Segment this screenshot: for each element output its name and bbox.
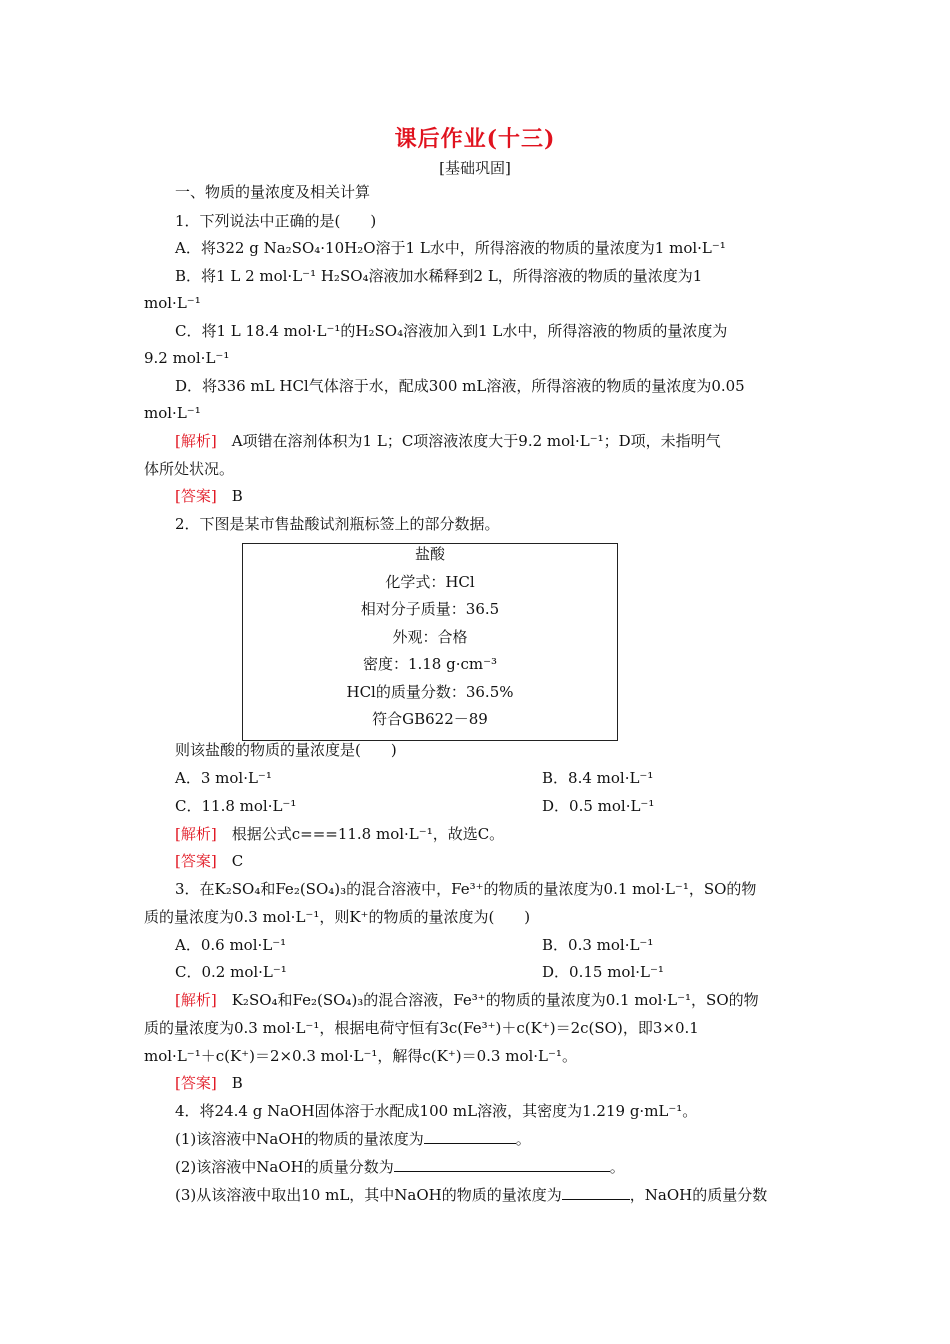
q4-part3 — [175, 1185, 808, 1205]
page-title: 课后作业(十三) — [394, 126, 556, 152]
q3-analysis-cont: 质的量浓度为0.3 mol·L⁻¹，根据电荷守恒有3c(Fe³⁺)＋c(K⁺)＝2c(SO)，即3×0.1 — [144, 1019, 699, 1037]
q3-analysis-cont2: mol·L⁻¹＋c(K⁺)＝2×0.3 mol·L⁻¹，解得c(K⁺)＝0.3 mol·L⁻¹。 — [144, 1047, 577, 1065]
q4-part3-end: ，NaOH的质量分数 — [629, 1186, 768, 1204]
label-line: 盐酸 — [414, 545, 445, 563]
q4-part1-end: 。 — [515, 1130, 531, 1148]
q1-analysis — [175, 431, 808, 451]
q2-option-c: C．11.8 mol·L⁻¹ — [175, 797, 297, 815]
q1-option-b-cont: mol·L⁻¹ — [144, 294, 201, 312]
q2-answer — [175, 851, 808, 871]
q3-stem-cont: 质的量浓度为0.3 mol·L⁻¹，则K⁺的物质的量浓度为( ) — [144, 908, 531, 926]
q1-answer — [175, 486, 808, 506]
answer-text: B — [216, 487, 243, 505]
q4-part1-text: (1)该溶液中NaOH的物质的量浓度为 — [175, 1130, 424, 1148]
q3-option-d: D．0.15 mol·L⁻¹ — [542, 963, 664, 981]
q2-option-b: B．8.4 mol·L⁻¹ — [542, 769, 654, 787]
answer-text: C — [216, 852, 244, 870]
q2-stem: 2．下图是某市售盐酸试剂瓶标签上的部分数据。 — [175, 515, 500, 533]
section-subtitle: [基础巩固] — [439, 159, 511, 177]
answer-tag: [答案] — [175, 852, 217, 870]
analysis-text: A项错在溶剂体积为1 L；C项溶液浓度大于9.2 mol·L⁻¹；D项，未指明气 — [216, 432, 721, 450]
reagent-label-box — [242, 543, 618, 741]
q2-analysis — [175, 824, 808, 844]
label-line: 密度：1.18 g·cm⁻³ — [362, 655, 498, 673]
q4-part1 — [175, 1129, 808, 1149]
label-line: 外观：合格 — [392, 628, 468, 646]
q1-option-a: A．将322 g Na₂SO₄·10H₂O溶于1 L水中，所得溶液的物质的量浓度为1 mol·L⁻¹ — [175, 239, 726, 257]
q1-option-c: C．将1 L 18.4 mol·L⁻¹的H₂SO₄溶液加入到1 L水中，所得溶液的物质的量浓度为 — [175, 322, 728, 340]
q1-option-d: D．将336 mL HCl气体溶于水，配成300 mL溶液，所得溶液的物质的量浓度为0.05 — [175, 377, 745, 395]
analysis-text: 根据公式c===11.8 mol·L⁻¹，故选C。 — [216, 825, 505, 843]
q2-option-d: D．0.5 mol·L⁻¹ — [542, 797, 655, 815]
label-line: 符合GB622－89 — [372, 710, 488, 728]
q3-option-c: C．0.2 mol·L⁻¹ — [175, 963, 287, 981]
q2-options-row1 — [175, 768, 808, 788]
answer-tag: [答案] — [175, 1074, 217, 1092]
q2-option-a: A．3 mol·L⁻¹ — [175, 769, 272, 787]
q4-part3-text: (3)从该溶液中取出10 mL，其中NaOH的物质的量浓度为 — [175, 1186, 562, 1204]
answer-blank[interactable] — [424, 1129, 516, 1144]
q1-stem: 1．下列说法中正确的是( ) — [175, 212, 377, 230]
q4-part2-end: 。 — [609, 1158, 625, 1176]
q2-question: 则该盐酸的物质的量浓度是( ) — [175, 741, 397, 759]
analysis-tag: [解析] — [175, 991, 217, 1009]
q3-option-b: B．0.3 mol·L⁻¹ — [542, 936, 654, 954]
analysis-tag: [解析] — [175, 825, 217, 843]
section-heading: 一、物质的量浓度及相关计算 — [175, 183, 371, 201]
analysis-tag: [解析] — [175, 432, 217, 450]
q4-stem: 4．将24.4 g NaOH固体溶于水配成100 mL溶液，其密度为1.219 g·mL⁻¹。 — [175, 1102, 698, 1120]
q3-option-a: A．0.6 mol·L⁻¹ — [175, 936, 287, 954]
answer-blank[interactable] — [394, 1157, 610, 1172]
q2-options-row2 — [175, 796, 808, 816]
label-line: 相对分子质量：36.5 — [360, 600, 500, 618]
q4-part2 — [175, 1157, 808, 1177]
analysis-text: K₂SO₄和Fe₂(SO₄)₃的混合溶液，Fe³⁺的物质的量浓度为0.1 mol·L⁻¹，SO的物 — [216, 991, 759, 1009]
q4-part2-text: (2)该溶液中NaOH的质量分数为 — [175, 1158, 394, 1176]
q3-answer — [175, 1073, 808, 1093]
q1-analysis-cont: 体所处状况。 — [144, 460, 235, 478]
q3-options-row2 — [175, 962, 808, 982]
q3-analysis — [175, 990, 808, 1010]
q3-options-row1 — [175, 935, 808, 955]
q1-option-d-cont: mol·L⁻¹ — [144, 404, 201, 422]
label-line: 化学式：HCl — [385, 573, 475, 591]
answer-text: B — [216, 1074, 243, 1092]
label-line: HCl的质量分数：36.5% — [346, 683, 514, 701]
answer-tag: [答案] — [175, 487, 217, 505]
q3-stem: 3．在K₂SO₄和Fe₂(SO₄)₃的混合溶液中，Fe³⁺的物质的量浓度为0.1 mol·L⁻¹，SO的物 — [175, 880, 757, 898]
q1-option-c-cont: 9.2 mol·L⁻¹ — [144, 349, 230, 367]
q1-option-b: B．将1 L 2 mol·L⁻¹ H₂SO₄溶液加水稀释到2 L，所得溶液的物质的量浓度为1 — [175, 267, 703, 285]
answer-blank[interactable] — [562, 1185, 630, 1200]
